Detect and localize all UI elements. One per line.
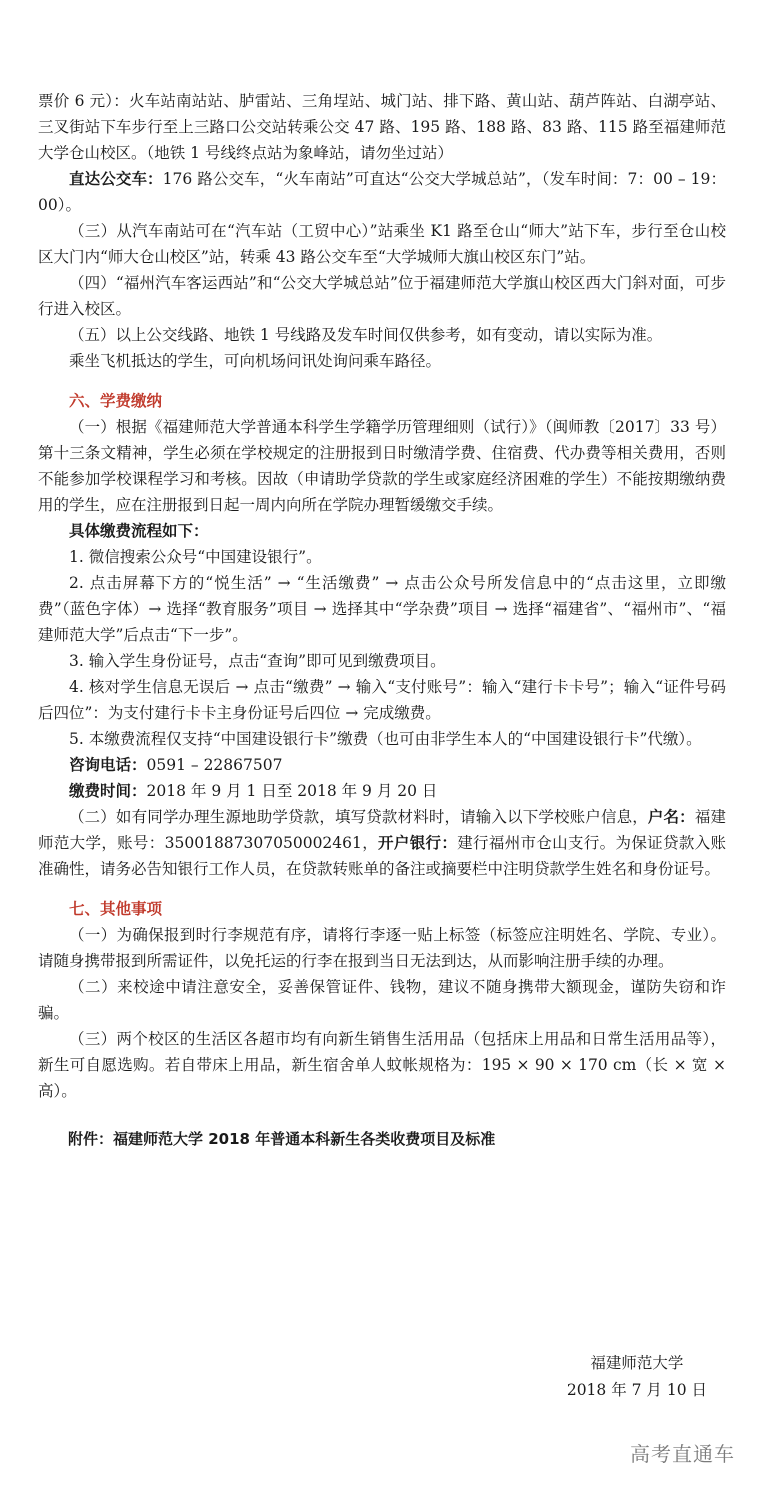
other-item-1: （一）为确保报到时行李规范有序，请将行李逐一贴上标签（标签应注明姓名、学院、专业）。请随身携带报到所需证件，以免托运的行李在报到当日无法到达，从而影响注册手续的办理。: [38, 926, 726, 970]
document-body: [38, 88, 726, 1152]
bank-value: 建行福州市仓山支行。为保证贷款入账准确性，请务必告知银行工作人员，在贷款转账单的备注或摘要栏中注明贷款学生姓名和身份证号。: [38, 834, 726, 878]
paragraph-transport-4: （四）“福州汽车客运西站”和“公交大学城总站”位于福建师范大学旗山校区西大门斜对面，可步行进入校区。: [38, 274, 726, 318]
paragraph-fees-1: （一）根据《福建师范大学普通本科学生学籍学历管理细则（试行）》（闽师教〔2017〕33 号）第十三条文精神，学生必须在学校规定的注册报到日时缴清学费、住宿费、代办费等相关费用，否则不能参加学校课程学习和考核。因故（申请助学贷款的学生或家庭经济困难的学生）不能按期缴纳费用的学生，应在注册报到日起一周内向所在学院办理暂缓缴交手续。: [38, 418, 726, 514]
paragraph-transport-3: （三）从汽车南站可在“汽车站（工贸中心）”站乘坐 K1 路至仓山“师大”站下车，步行至仓山校区大门内“师大仓山校区”站，转乘 43 路公交车至“大学城师大旗山校区东门”站。: [38, 222, 726, 266]
paragraph-metro-route: 票价 6 元）：火车站南站站、胪雷站、三角埕站、城门站、排下路、黄山站、葫芦阵站、白湖亭站、三叉街站下车步行至上三路口公交站转乘公交 47 路、195 路、188 路、83 路、115 路至福建师范大学仓山校区。（地铁 1 号线终点站为象峰站，请勿坐过站）: [38, 92, 726, 162]
process-label-text: 具体缴费流程如下：: [69, 521, 209, 540]
step-1: 1. 微信搜索公众号“中国建设银行”。: [69, 548, 322, 566]
loan-intro: （二）如有同学办理生源地助学贷款，填写贷款材料时，请输入以下学校账户信息，: [69, 808, 648, 826]
step-4: 4. 核对学生信息无误后 → 点击“缴费” → 输入“支付账号”：输入“建行卡卡号”；输入“证件号码后四位”：为支付建行卡卡主身份证号后四位 → 完成缴费。: [38, 678, 726, 722]
time-label: 缴费时间：: [69, 781, 147, 800]
process-label: [38, 518, 726, 544]
paragraph-transport-5: （五）以上公交线路、地铁 1 号线路及发车时间仅供参考，如有变动，请以实际为准。: [69, 326, 663, 344]
section-heading-fees: 六、学费缴纳: [69, 391, 163, 410]
signature-date: 2018 年 7 月 10 日: [566, 1381, 707, 1399]
step-2: 2. 点击屏幕下方的“悦生活” → “生活缴费” → 点击公众号所发信息中的“点击这里，立即缴费”（蓝色字体）→ 选择“教育服务”项目 → 选择其中“学杂费”项目 → 选择“福建省”、“福州市”、“福建师范大学”后点击“下一步”。: [38, 574, 726, 644]
signature-block: [567, 1350, 707, 1404]
direct-bus-text: 176 路公交车，“火车南站”可直达“公交大学城总站”，（发车时间：7：00 – 19：00）。: [38, 170, 726, 214]
time-value: 2018 年 9 月 1 日至 2018 年 9 月 20 日: [146, 782, 438, 800]
paragraph-direct-bus: [38, 166, 726, 218]
paragraph-fees-2: [38, 804, 726, 882]
account-name-value: 福建师范大学，账号：35001887307050002461，: [38, 808, 726, 852]
consult-phone: [38, 752, 726, 778]
other-item-3: （三）两个校区的生活区各超市均有向新生销售生活用品（包括床上用品和日常生活用品等），新生可自愿选购。若自带床上用品，新生宿舍单人蚊帐规格为：195 × 90 × 170 cm（长 × 宽 × 高）。: [38, 1030, 726, 1100]
account-name-label: 户名：: [647, 807, 695, 826]
phone-label: 咨询电话：: [69, 755, 147, 774]
other-item-2: （二）来校途中请注意安全，妥善保管证件、钱物，建议不随身携带大额现金，谨防失窃和诈骗。: [38, 978, 726, 1022]
paragraph-airport: 乘坐飞机抵达的学生，可向机场问讯处询问乘车路径。: [69, 352, 442, 370]
step-5: 5. 本缴费流程仅支持“中国建设银行卡”缴费（也可由非学生本人的“中国建设银行卡”代缴）。: [69, 730, 702, 748]
signature-org: 福建师范大学: [590, 1354, 684, 1372]
watermark: 高考直通车: [630, 1442, 735, 1466]
bank-label: 开户银行：: [378, 833, 458, 852]
attachment-line: 附件：福建师范大学 2018 年普通本科新生各类收费项目及标准: [68, 1130, 496, 1148]
payment-time: [38, 778, 726, 804]
direct-bus-label: 直达公交车：: [69, 169, 163, 188]
step-3: 3. 输入学生身份证号，点击“查询”即可见到缴费项目。: [69, 652, 446, 670]
section-heading-other: 七、其他事项: [69, 899, 163, 918]
phone-value: 0591 – 22867507: [146, 756, 283, 774]
